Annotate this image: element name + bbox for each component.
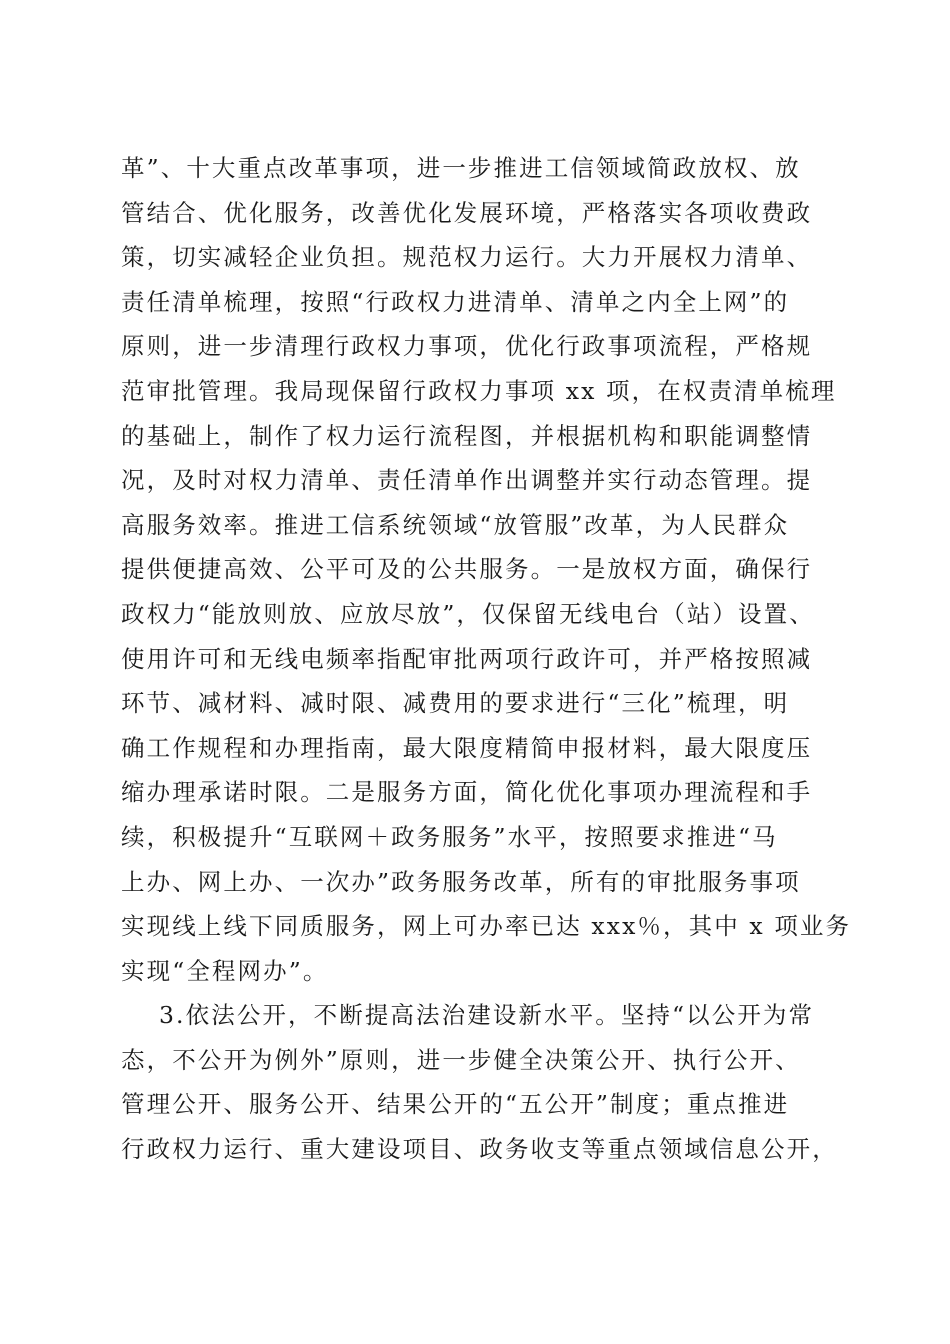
text-line: 使用许可和无线电频率指配审批两项行政许可，并严格按照减 xyxy=(121,644,813,673)
paragraph-simplify-administration xyxy=(121,146,852,993)
text-line: 环节、减材料、减时限、减费用的要求进行“三化”梳理，明 xyxy=(121,689,790,718)
text-line: 管理公开、服务公开、结果公开的“五公开”制度；重点推进 xyxy=(121,1090,790,1119)
text-line: 续，积极提升“互联网＋政务服务”水平，按照要求推进“马 xyxy=(121,822,778,851)
text-line: 确工作规程和办理指南，最大限度精简申报材料，最大限度压 xyxy=(121,733,813,762)
text-line: 况，及时对权力清单、责任清单作出调整并实行动态管理。提 xyxy=(121,466,813,495)
text-line: 原则，进一步清理行政权力事项，优化行政事项流程，严格规 xyxy=(121,332,813,361)
text-line: 缩办理承诺时限。二是服务方面，简化优化事项办理流程和手 xyxy=(121,778,813,807)
body-text xyxy=(121,146,852,1172)
text-line: 提供便捷高效、公平可及的公共服务。一是放权方面，确保行 xyxy=(121,555,813,584)
text-line: 行政权力运行、重大建设项目、政务收支等重点领域信息公开， xyxy=(121,1135,838,1164)
text-line: 态，不公开为例外”原则，进一步健全决策公开、执行公开、 xyxy=(121,1045,801,1074)
text-line: 实现“全程网办”。 xyxy=(121,956,329,985)
text-line: 政权力“能放则放、应放尽放”，仅保留无线电台（站）设置、 xyxy=(121,599,815,628)
text-line: 上办、网上办、一次办”政务服务改革，所有的审批服务事项 xyxy=(121,867,801,896)
text-line: 的基础上，制作了权力运行流程图，并根据机构和职能调整情 xyxy=(121,421,813,450)
text-line: 策，切实减轻企业负担。规范权力运行。大力开展权力清单、 xyxy=(121,243,813,272)
text-line: 管结合、优化服务，改善优化发展环境，严格落实各项收费政 xyxy=(121,198,813,227)
text-line: 高服务效率。推进工信系统领域“放管服”改革，为人民群众 xyxy=(121,510,790,539)
text-line: 革”、十大重点改革事项，进一步推进工信领域简政放权、放 xyxy=(121,154,801,182)
text-line: 责任清单梳理，按照“行政权力进清单、清单之内全上网”的 xyxy=(121,287,790,316)
section-heading-line: 3.依法公开，不断提高法治建设新水平。坚持“以公开为常 xyxy=(159,1001,815,1030)
paragraph-open-government xyxy=(121,993,841,1171)
text-line: 范审批管理。我局现保留行政权力事项 xx 项，在权责清单梳理 xyxy=(121,376,837,405)
text-line: 实现线上线下同质服务，网上可办率已达 xxx％，其中 x 项业务 xyxy=(121,912,852,941)
